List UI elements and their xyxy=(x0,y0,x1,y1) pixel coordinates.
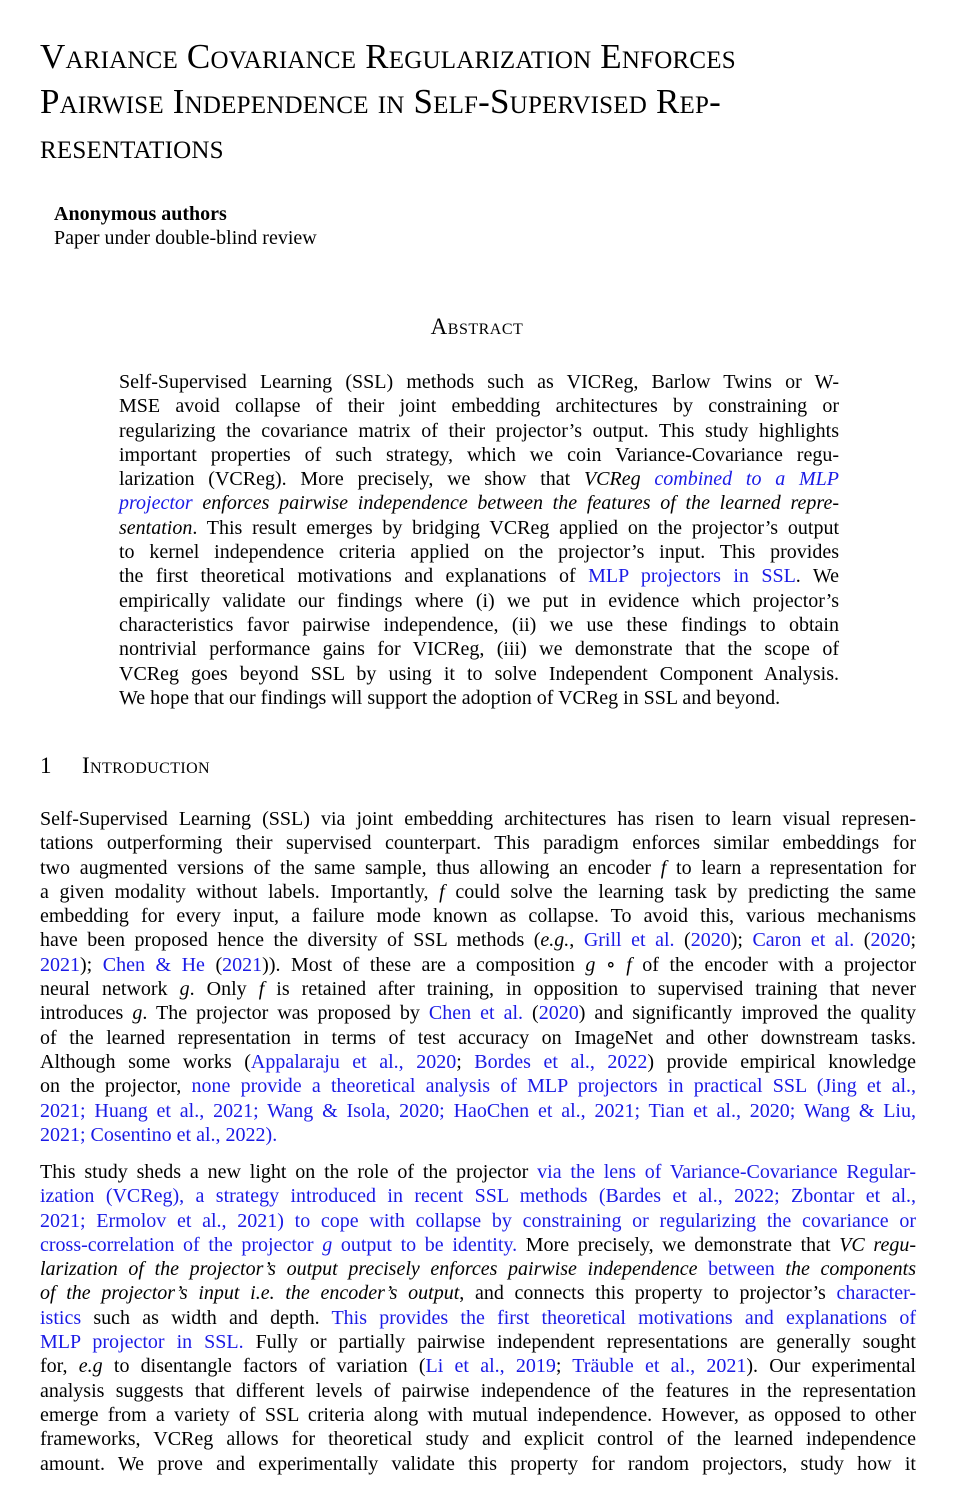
review-note: Paper under double-blind review xyxy=(54,227,317,249)
abstract-line xyxy=(119,564,839,588)
citation-link[interactable]: none provide a theoretical analysis of MLP projectors in practical SSL (Jing et al., xyxy=(191,1075,916,1098)
abstract-line: to kernel independence criteria applied on the projector’s input. This provides xyxy=(119,541,839,564)
abstract-line: We hope that our findings will support the adoption of VCReg in SSL and beyond. xyxy=(119,686,781,709)
abstract-heading: Abstract xyxy=(430,314,524,339)
math-symbol: g xyxy=(179,978,190,1001)
para-line: of the projector’s input i.e. the encoder’s output, and connects this property to projector’s character- xyxy=(40,1282,917,1305)
citation-link[interactable]: character- xyxy=(836,1282,917,1305)
para-line: frameworks, VCReg allows for theoretical study and explicit control of the learned independence xyxy=(40,1428,916,1451)
author-block xyxy=(54,202,317,250)
abstract-emph: VCReg xyxy=(583,468,655,491)
para-line: larization of the projector’s output precisely enforces pairwise independence between the components xyxy=(40,1258,916,1281)
math-symbol: g xyxy=(322,1233,333,1256)
abstract-line xyxy=(119,491,839,515)
para-line: analysis suggests that different levels of pairwise independence of the features in the representation xyxy=(40,1379,916,1402)
citation-link[interactable]: 2020 xyxy=(538,1002,579,1025)
citation-link[interactable]: istics xyxy=(40,1306,82,1329)
citation-link[interactable]: 2020 xyxy=(870,929,911,952)
citation-link[interactable]: Caron et al. xyxy=(752,929,855,952)
abstract-body xyxy=(119,370,839,710)
para-line: amount. We prove and experimentally validate this property for random projectors, study how it xyxy=(40,1452,916,1475)
author-name: Anonymous authors xyxy=(54,203,227,225)
citation-link[interactable]: cross-correlation of the projector xyxy=(40,1233,323,1256)
para-line: cross-correlation of the projector g output to be identity. More precisely, we demonstrate that VC regu- xyxy=(40,1233,916,1256)
para-line: introduces g. The projector was proposed by Chen et al. (2020) and significantly improved the quality xyxy=(40,1002,916,1025)
abstract-line: regularizing the covariance matrix of their projector’s output. This study highlights xyxy=(119,419,839,442)
citation-link[interactable]: 2021; Cosentino et al., 2022). xyxy=(40,1123,278,1146)
para-line: on the projector, none provide a theoretical analysis of MLP projectors in practical SSL (Jing et al., xyxy=(40,1075,916,1098)
citation-link[interactable]: via the lens of Variance-Covariance Regular- xyxy=(537,1161,916,1183)
section-number: 1 xyxy=(40,753,52,778)
abstract-link[interactable]: combined to a MLP xyxy=(654,468,840,491)
math-symbol: f xyxy=(439,880,445,903)
title-line: Variance Covariance Regularization Enforces xyxy=(40,37,736,76)
abstract-text: . We xyxy=(795,565,840,588)
abstract-line xyxy=(119,467,839,491)
para-line: This study sheds a new light on the role of the projector via the lens of Variance-Covariance Regular- xyxy=(40,1161,916,1183)
citation-link[interactable]: 2021 xyxy=(40,953,80,976)
citation-link[interactable]: Chen & He xyxy=(102,953,205,976)
para-line: of the learned representation in terms of test accuracy on ImageNet and other downstream tasks. xyxy=(40,1026,916,1049)
abstract-text: . This result emerges by bridging VCReg applied on the projector’s output xyxy=(192,516,839,539)
para-line: emerge from a variety of SSL criteria along with mutual independence. However, as opposed to other xyxy=(40,1403,916,1426)
para-line: tations outperforming their supervised counterpart. This paradigm enforces similar embeddings for xyxy=(40,832,916,855)
paper-title xyxy=(40,34,930,169)
citation-link[interactable]: Bordes et al., 2022 xyxy=(474,1050,648,1073)
math-symbol: f xyxy=(660,856,667,879)
abstract-link[interactable]: projector xyxy=(119,492,193,515)
abstract-line: Self-Supervised Learning (SSL) methods such as VICReg, Barlow Twins or W- xyxy=(119,371,839,393)
para-line: have been proposed hence the diversity of SSL methods (e.g., Grill et al. (2020); Caron et al. (2020; xyxy=(40,929,916,952)
math-symbol: g ∘ f xyxy=(585,953,632,976)
abstract-emph: enforces pairwise independence between the features of the learned repre- xyxy=(192,492,839,515)
abstract-text: larization (VCReg). More precisely, we show that xyxy=(119,468,584,491)
title-line: Pairwise Independence in Self-Supervised Rep- xyxy=(40,82,721,121)
citation-link[interactable]: 2021; Huang et al., 2021; Wang & Isola, 2020; HaoChen et al., 2021; Tian et al., 2020; Wang & Liu, xyxy=(40,1099,916,1122)
abstract-line: nontrivial performance gains for VICReg, (iii) we demonstrate that the scope of xyxy=(119,638,839,661)
para-line: embedding for every input, a failure mode known as collapse. To avoid this, various mechanisms xyxy=(40,905,916,928)
citation-link[interactable]: 2021; Ermolov et al., 2021) to cope with collapse by constraining or regularizing the covariance or xyxy=(40,1209,916,1232)
citation-link[interactable]: 2021 xyxy=(222,953,263,976)
citation-link[interactable]: between xyxy=(708,1258,775,1281)
section-heading xyxy=(40,753,210,779)
section-title: Introduction xyxy=(82,753,211,778)
intro-paragraph-2 xyxy=(40,1160,916,1476)
para-line: Self-Supervised Learning (SSL) via joint embedding architectures has risen to learn visual represen- xyxy=(40,808,916,830)
para-line: neural network g. Only f is retained after training, in opposition to supervised training that never xyxy=(40,978,917,1001)
citation-link[interactable]: MLP projector in SSL. xyxy=(40,1331,244,1354)
para-line: Although some works (Appalaraju et al., 2020; Bordes et al., 2022) provide empirical knowledge xyxy=(40,1050,917,1073)
abstract-line: empirically validate our findings where (i) we put in evidence which projector’s xyxy=(119,589,839,612)
citation-link[interactable]: Chen et al. xyxy=(428,1002,523,1025)
abstract-line: characteristics favor pairwise independence, (ii) we use these findings to obtain xyxy=(119,613,839,636)
abstract-line: important properties of such strategy, which we coin Variance-Covariance regu- xyxy=(119,443,839,466)
citation-link[interactable]: 2020 xyxy=(690,929,731,952)
abstract-line: VCReg goes beyond SSL by using it to solve Independent Component Analysis. xyxy=(119,662,839,685)
citation-link[interactable]: Li et al., 2019 xyxy=(425,1355,556,1378)
citation-link[interactable]: Appalaraju et al., 2020 xyxy=(250,1050,457,1073)
title-line: resentations xyxy=(40,127,224,166)
abstract-line: MSE avoid collapse of their joint embedding architectures by constraining or xyxy=(119,395,839,418)
abstract-line xyxy=(119,516,839,540)
math-symbol: g xyxy=(132,1002,143,1025)
citation-link[interactable]: output to be identity. xyxy=(332,1233,518,1256)
abstract-emph: sentation xyxy=(119,516,193,539)
para-line: two augmented versions of the same sample, thus allowing an encoder f to learn a representation for xyxy=(40,856,916,879)
math-symbol: f xyxy=(258,978,265,1001)
para-line: a given modality without labels. Importantly, f could solve the learning task by predicting the same xyxy=(40,880,916,903)
para-line: MLP projector in SSL. Fully or partially pairwise independent representations are generally sought xyxy=(40,1331,916,1354)
abstract-link[interactable]: MLP projectors in SSL xyxy=(588,565,796,588)
para-line: 2021); Chen & He (2021)). Most of these are a composition g ∘ f of the encoder with a projector xyxy=(40,953,917,976)
citation-link[interactable]: Grill et al. xyxy=(583,929,675,952)
intro-paragraph-1 xyxy=(40,807,916,1147)
citation-link[interactable]: Träuble et al., 2021 xyxy=(572,1355,747,1378)
citation-link[interactable]: ization (VCReg), a strategy introduced in recent SSL methods (Bardes et al., 2022; Zbontar et al., xyxy=(40,1185,916,1208)
para-line: for, e.g to disentangle factors of variation (Li et al., 2019; Träuble et al., 2021). Our experimental xyxy=(40,1355,916,1378)
abstract-text: the first theoretical motivations and explanations of xyxy=(119,565,589,588)
para-line: istics such as width and depth. This provides the first theoretical motivations and explanations of xyxy=(40,1306,916,1329)
citation-link[interactable]: This provides the first theoretical motivations and explanations of xyxy=(331,1306,916,1329)
